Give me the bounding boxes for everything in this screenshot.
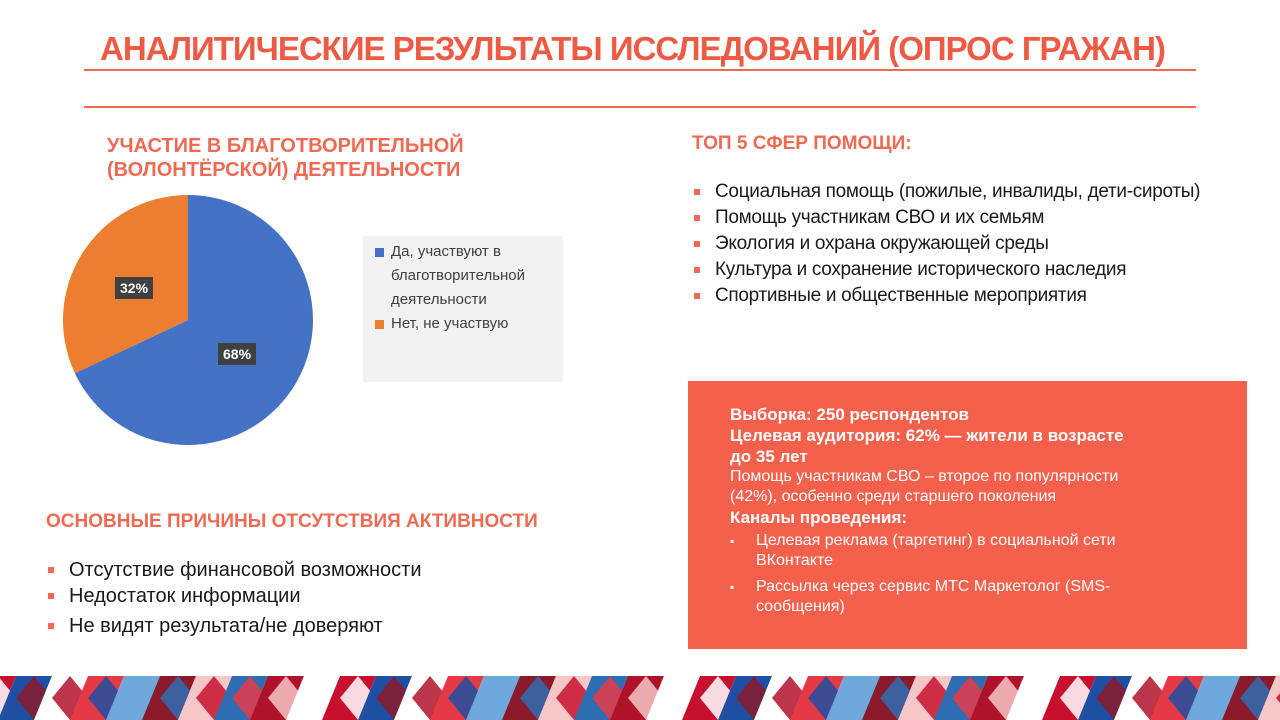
legend-label-no: Нет, не участвую <box>391 315 509 332</box>
list-item: Культура и сохранение исторического наследия <box>692 257 1200 283</box>
chart-legend <box>363 236 563 382</box>
channel-2-line-1: ▪ Рассылка через сервис МТС Маркетолог (SMS- <box>756 578 1111 595</box>
list-item: Недостаток информации <box>46 583 422 609</box>
list-item: Помощь участникам СВО и их семьям <box>692 205 1200 231</box>
channels-title: Каналы проведения: <box>730 508 908 527</box>
svo-line-1: Помощь участникам СВО – второе по популярности <box>730 468 1119 485</box>
legend-label-yes-line-2: благотворительной <box>391 267 526 284</box>
list-item: Экология и охрана окружающей среды <box>692 231 1200 257</box>
legend-item-no <box>375 312 571 336</box>
pie-data-label-no: 32% <box>115 277 153 299</box>
list-item: Отсутствие финансовой возможности <box>46 557 422 583</box>
pie-data-label-yes: 68% <box>218 343 256 365</box>
list-item: Спортивные и общественные мероприятия <box>692 283 1200 309</box>
channel-1-line-1: ▪ Целевая реклама (таргетинг) в социальной сети <box>756 532 1116 549</box>
legend-swatch-no <box>375 320 384 329</box>
svo-line-2: (42%), особенно среди старшего поколения <box>730 488 1057 505</box>
reasons-title: ОСНОВНЫЕ ПРИЧИНЫ ОТСУТСТВИЯ АКТИВНОСТИ <box>46 511 538 532</box>
audience-line-2: до 35 лет <box>730 447 808 466</box>
top5-title: ТОП 5 СФЕР ПОМОЩИ: <box>692 133 912 154</box>
legend-label-yes-line-1: Да, участвуют в <box>391 243 501 260</box>
top5-list <box>692 179 1200 309</box>
legend-swatch-yes <box>375 248 384 257</box>
chart-title <box>107 134 527 182</box>
sample-size: Выборка: 250 респондентов <box>730 405 969 424</box>
channel-item <box>730 531 1200 571</box>
participation-pie-chart <box>60 192 316 448</box>
audience-line-1: Целевая аудитория: 62% — жители в возрасте <box>730 426 1124 445</box>
channel-1-line-2: ВКонтакте <box>756 552 833 569</box>
chart-title-line-1: УЧАСТИЕ В БЛАГОТВОРИТЕЛЬНОЙ <box>107 135 464 157</box>
channel-2-line-2: сообщения) <box>756 598 845 615</box>
list-item: Не видят результата/не доверяют <box>46 613 422 639</box>
legend-label-yes-line-3: деятельности <box>391 291 487 308</box>
page-title: АНАЛИТИЧЕСКИЕ РЕЗУЛЬТАТЫ ИССЛЕДОВАНИЙ (ОПРОС ГРАЖАН) <box>100 30 1165 67</box>
legend-item-yes <box>375 240 571 312</box>
info-box <box>688 381 1247 649</box>
list-item: Социальная помощь (пожилые, инвалиды, дети-сироты) <box>692 179 1200 205</box>
channels-list <box>730 531 1200 617</box>
title-divider <box>84 69 1196 71</box>
decorative-stripe <box>0 676 1280 720</box>
section-divider <box>84 106 1196 108</box>
channel-item <box>730 577 1200 617</box>
reasons-list <box>46 557 422 639</box>
chart-title-line-2: (ВОЛОНТЁРСКОЙ) ДЕЯТЕЛЬНОСТИ <box>107 159 461 181</box>
